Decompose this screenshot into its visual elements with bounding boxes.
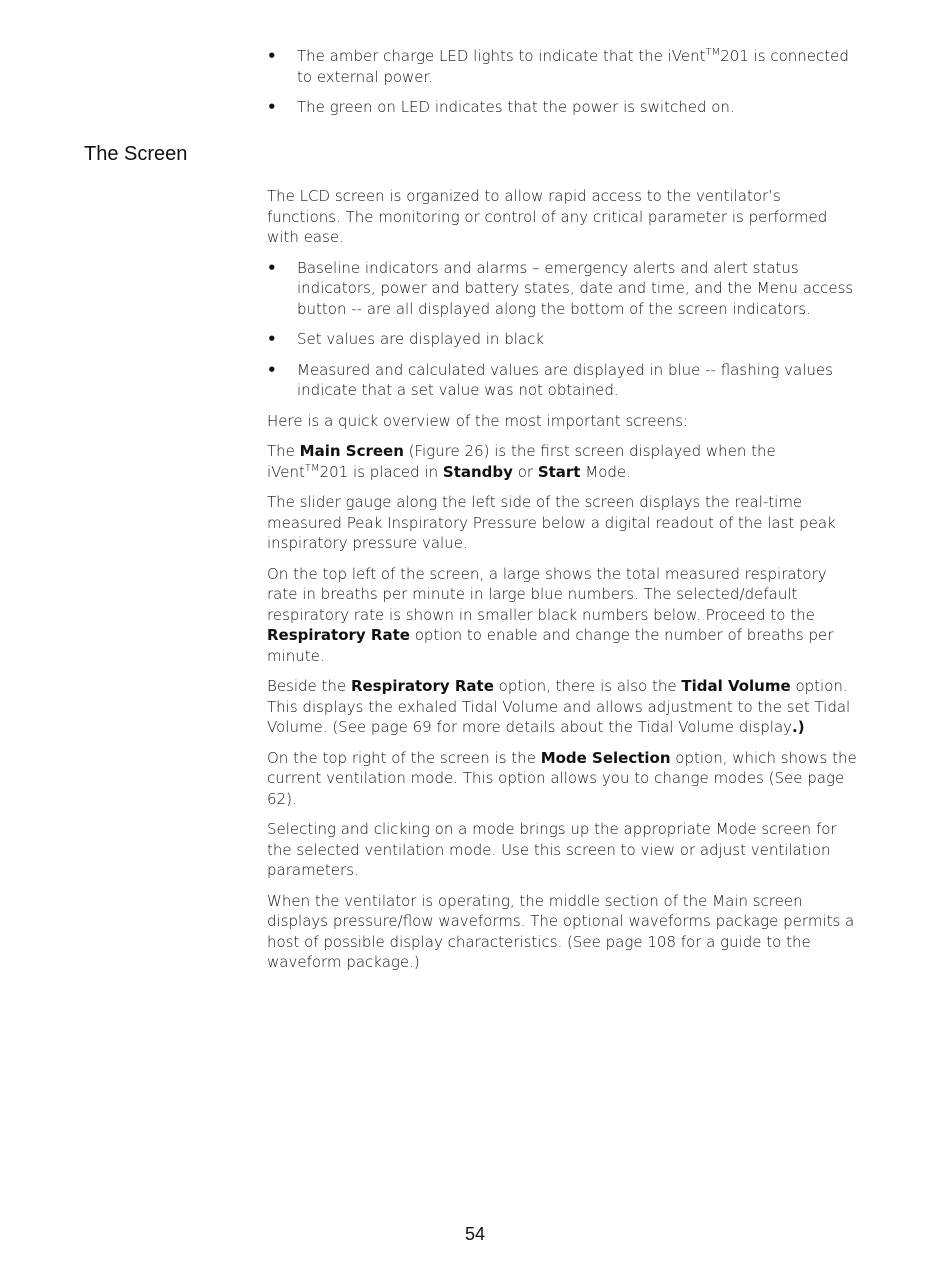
bold-term: Start bbox=[537, 462, 581, 481]
text-run: The bbox=[267, 442, 300, 460]
bullet-icon: • bbox=[267, 330, 277, 348]
text-run: option, there is also the bbox=[493, 677, 682, 695]
list-item bbox=[267, 97, 867, 118]
bullet-text: Measured and calculated values are displayed in blue -- flashing values indicate that a set value was not obtained. bbox=[297, 360, 833, 399]
overview-paragraph: Here is a quick overview of the most important screens: bbox=[267, 411, 689, 430]
bold-term: Main Screen bbox=[299, 442, 404, 460]
trademark-mark: TM bbox=[705, 47, 721, 58]
mode-selection-paragraph bbox=[267, 748, 857, 810]
page-number: 54 bbox=[464, 1224, 486, 1244]
list-item bbox=[267, 46, 867, 87]
top-bullet-list bbox=[267, 46, 867, 128]
list-item bbox=[267, 329, 857, 350]
bold-term: Respiratory Rate bbox=[350, 677, 494, 695]
list-item bbox=[267, 258, 857, 320]
text-run: On the top right of the screen is the bbox=[267, 748, 541, 767]
bold-term: .) bbox=[792, 718, 805, 736]
text-run: Mode. bbox=[580, 462, 631, 481]
top-left-paragraph bbox=[267, 564, 857, 667]
tidal-volume-paragraph bbox=[267, 676, 857, 738]
selecting-mode-paragraph: Selecting and clicking on a mode brings up the appropriate Mode screen for the selected ventilation mode. Use this screen to view or adjust ventilation parameters. bbox=[267, 820, 837, 879]
bullet-text-part: The amber charge LED lights to indicate that the iVent bbox=[297, 47, 706, 65]
list-item bbox=[267, 360, 857, 401]
bullet-text: The green on LED indicates that the power is switched on. bbox=[297, 98, 735, 116]
bold-term: Respiratory Rate bbox=[267, 626, 410, 644]
text-run: Beside the bbox=[267, 677, 351, 695]
text-run: On the top left of the screen, a large shows the total measured respiratory rate in breaths per minute in large blue numbers. The selected/default respiratory rate is shown in smaller black numbers below. Proceed to the bbox=[267, 564, 827, 624]
bold-term: Tidal Volume bbox=[681, 677, 791, 695]
waveforms-paragraph: When the ventilator is operating, the middle section of the Main screen displays pressure/flow waveforms. The optional waveforms package permits a host of possible display characteristics. (See page 108 for a guide to the waveform package.) bbox=[267, 891, 855, 971]
bullet-text: Baseline indicators and alarms – emergency alerts and alert status indicators, power and battery states, date and time, and the Menu access button -- are all displayed along the bottom of the screen indicators. bbox=[297, 258, 854, 318]
trademark-mark: TM bbox=[304, 462, 320, 474]
bullet-text: Set values are displayed in black bbox=[297, 330, 545, 348]
bullet-text-part: 201 is connected to external power. bbox=[297, 47, 849, 86]
section-heading: The Screen bbox=[84, 143, 188, 165]
text-run: option to enable and change the number of breaths per minute. bbox=[267, 626, 834, 665]
text-run: (Figure 26) is the first screen displayed when the iVent bbox=[267, 442, 776, 481]
bold-term: Mode Selection bbox=[540, 748, 671, 767]
intro-paragraph: The LCD screen is organized to allow rapid access to the ventilator’s functions. The monitoring or control of any critical parameter is performed with ease. bbox=[267, 187, 828, 246]
bullet-icon: • bbox=[267, 47, 277, 65]
text-run: option. This displays the exhaled Tidal Volume and allows adjustment to the set Tidal Volume. (See page 69 for more details about the Tidal Volume display bbox=[267, 677, 851, 736]
indicator-bullet-list bbox=[267, 258, 857, 401]
bullet-icon: • bbox=[267, 258, 277, 277]
text-run: 201 is placed in bbox=[319, 462, 443, 481]
bold-term: Standby bbox=[442, 462, 513, 481]
slider-paragraph: The slider gauge along the left side of the screen displays the real-time measured Peak Inspiratory Pressure below a digital readout of the last peak inspiratory pressure value. bbox=[267, 493, 836, 552]
bullet-icon: • bbox=[267, 98, 277, 116]
text-run: option, which shows the current ventilation mode. This option allows you to change modes (See page 62). bbox=[267, 748, 857, 808]
bullet-icon: • bbox=[267, 360, 277, 379]
section-body bbox=[267, 186, 857, 983]
main-screen-paragraph bbox=[267, 441, 857, 482]
text-run: or bbox=[512, 462, 538, 481]
